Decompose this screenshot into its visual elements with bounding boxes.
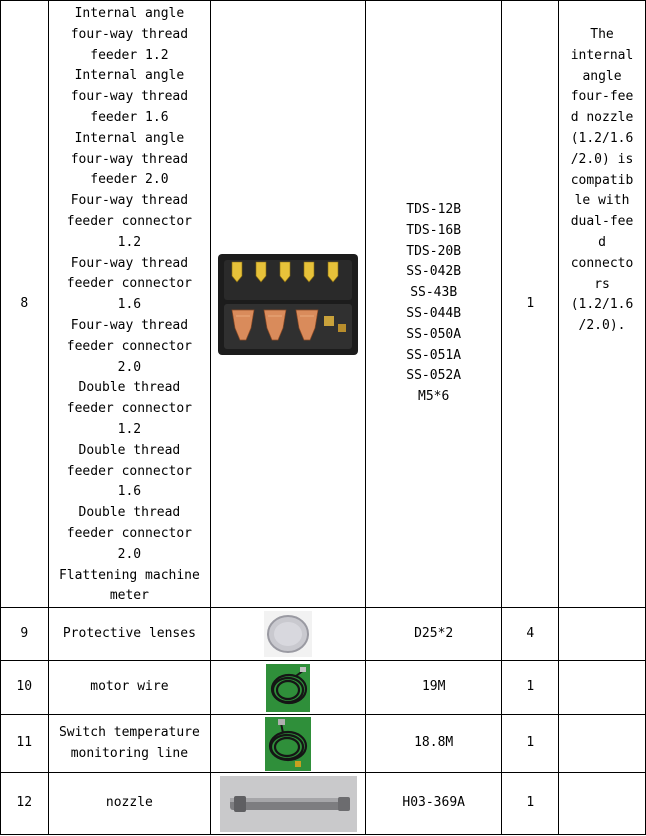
temperature-line-coil-photo [265,717,311,771]
row-number: 9 [1,608,49,661]
model-number: TDS-12B [406,202,462,218]
remark-line: four-fee [570,89,634,105]
nozzle-kit-case-photo [218,254,358,355]
table-row [1,715,646,773]
remark-line: compatib [570,172,634,188]
item-name-line: feeder connector [66,525,193,541]
model-cell [365,773,501,835]
model-number: H03-369A [402,795,465,811]
remark-line: connecto [570,255,634,271]
remark-line: /2.0). [578,318,626,334]
item-name-line: Switch temperature [58,724,200,740]
item-name-line: Protective lenses [62,625,196,641]
model-cell [365,608,501,661]
item-image-cell [211,773,366,835]
remark-line: le with [574,193,630,209]
item-image-cell [211,608,366,661]
item-name-cell [48,661,211,715]
remark-line: (1.2/1.6 [570,130,634,146]
model-number: 18.8M [414,735,454,751]
table-row [1,661,646,715]
item-name-line: 1.2 [117,421,142,437]
model-number: D25*2 [414,625,454,641]
item-name-line: Four-way thread [70,317,189,333]
row-number: 11 [1,715,49,773]
row-number: 12 [1,773,49,835]
remark-cell [559,608,646,661]
item-name-line: feeder connector [66,276,193,292]
model-number: TDS-16B [406,222,462,238]
item-name-line: Four-way thread [70,193,189,209]
item-name-line: 1.6 [117,297,142,313]
remark-line: d [598,234,606,250]
item-name-line: Double thread [78,380,181,396]
item-name-line: motor wire [90,679,169,695]
item-name-line: Internal angle [74,6,185,21]
item-name-line: 1.6 [117,484,142,500]
table-row [1,1,646,608]
item-name-line: four-way thread [70,26,189,42]
item-name-line: Flattening machine [58,567,200,583]
model-number: TDS-20B [406,243,462,259]
quantity-cell: 4 [502,608,559,661]
quantity-cell: 1 [502,1,559,608]
item-name-line: 1.2 [117,234,142,250]
model-number: 19M [421,679,446,695]
item-name-line: 2.0 [117,359,142,375]
remark-cell [559,1,646,608]
item-name-line: feeder connector [66,338,193,354]
model-number: SS-051A [406,347,462,363]
item-image-cell [211,1,366,608]
remark-cell [559,773,646,835]
item-name-cell [48,608,211,661]
model-number: SS-042B [406,264,462,280]
nozzle-rod-photo [220,776,357,832]
remark-line: angle [582,68,622,84]
item-name-line: 2.0 [117,546,142,562]
remark-cell [559,661,646,715]
item-name-line: Four-way thread [70,255,189,271]
row-number: 10 [1,661,49,715]
table-row [1,773,646,835]
item-name-line: feeder connector [66,401,193,417]
protective-lens-photo [264,611,312,657]
item-name-line: feeder 2.0 [90,172,169,188]
item-name-line: Internal angle [74,68,185,84]
item-name-cell [48,715,211,773]
item-name-line: feeder 1.2 [90,47,169,63]
table-row [1,608,646,661]
remark-line: (1.2/1.6 [570,297,634,313]
item-name-line: four-way thread [70,89,189,105]
model-cell [365,661,501,715]
model-number: SS-052A [406,368,462,384]
item-name-line: Double thread [78,505,181,521]
item-name-line: Internal angle [74,130,185,146]
remark-line: /2.0) is [570,151,634,167]
remark-cell [559,715,646,773]
item-name-cell [48,1,211,608]
item-name-line: nozzle [105,795,153,811]
quantity-cell: 1 [502,773,559,835]
remark-line: dual-fee [570,214,634,230]
model-number: SS-43B [410,285,458,301]
remark-line: d nozzle [570,110,634,126]
model-number: SS-050A [406,326,462,342]
item-name-line: four-way thread [70,151,189,167]
quantity-cell: 1 [502,661,559,715]
item-name-line: meter [109,588,149,604]
row-number: 8 [1,1,49,608]
motor-wire-coil-photo [266,664,310,712]
item-name-cell [48,773,211,835]
item-name-line: feeder connector [66,463,193,479]
model-cell [365,1,501,608]
model-cell [365,715,501,773]
quantity-cell: 1 [502,715,559,773]
remark-line: The [590,27,614,42]
item-image-cell [211,715,366,773]
item-name-line: monitoring line [70,745,189,761]
item-name-line: feeder 1.6 [90,109,169,125]
model-number: M5*6 [418,389,450,405]
remark-line: rs [594,276,610,292]
item-name-line: Double thread [78,442,181,458]
item-name-line: feeder connector [66,213,193,229]
model-number: SS-044B [406,306,462,322]
item-image-cell [211,661,366,715]
remark-line: internal [570,47,634,63]
